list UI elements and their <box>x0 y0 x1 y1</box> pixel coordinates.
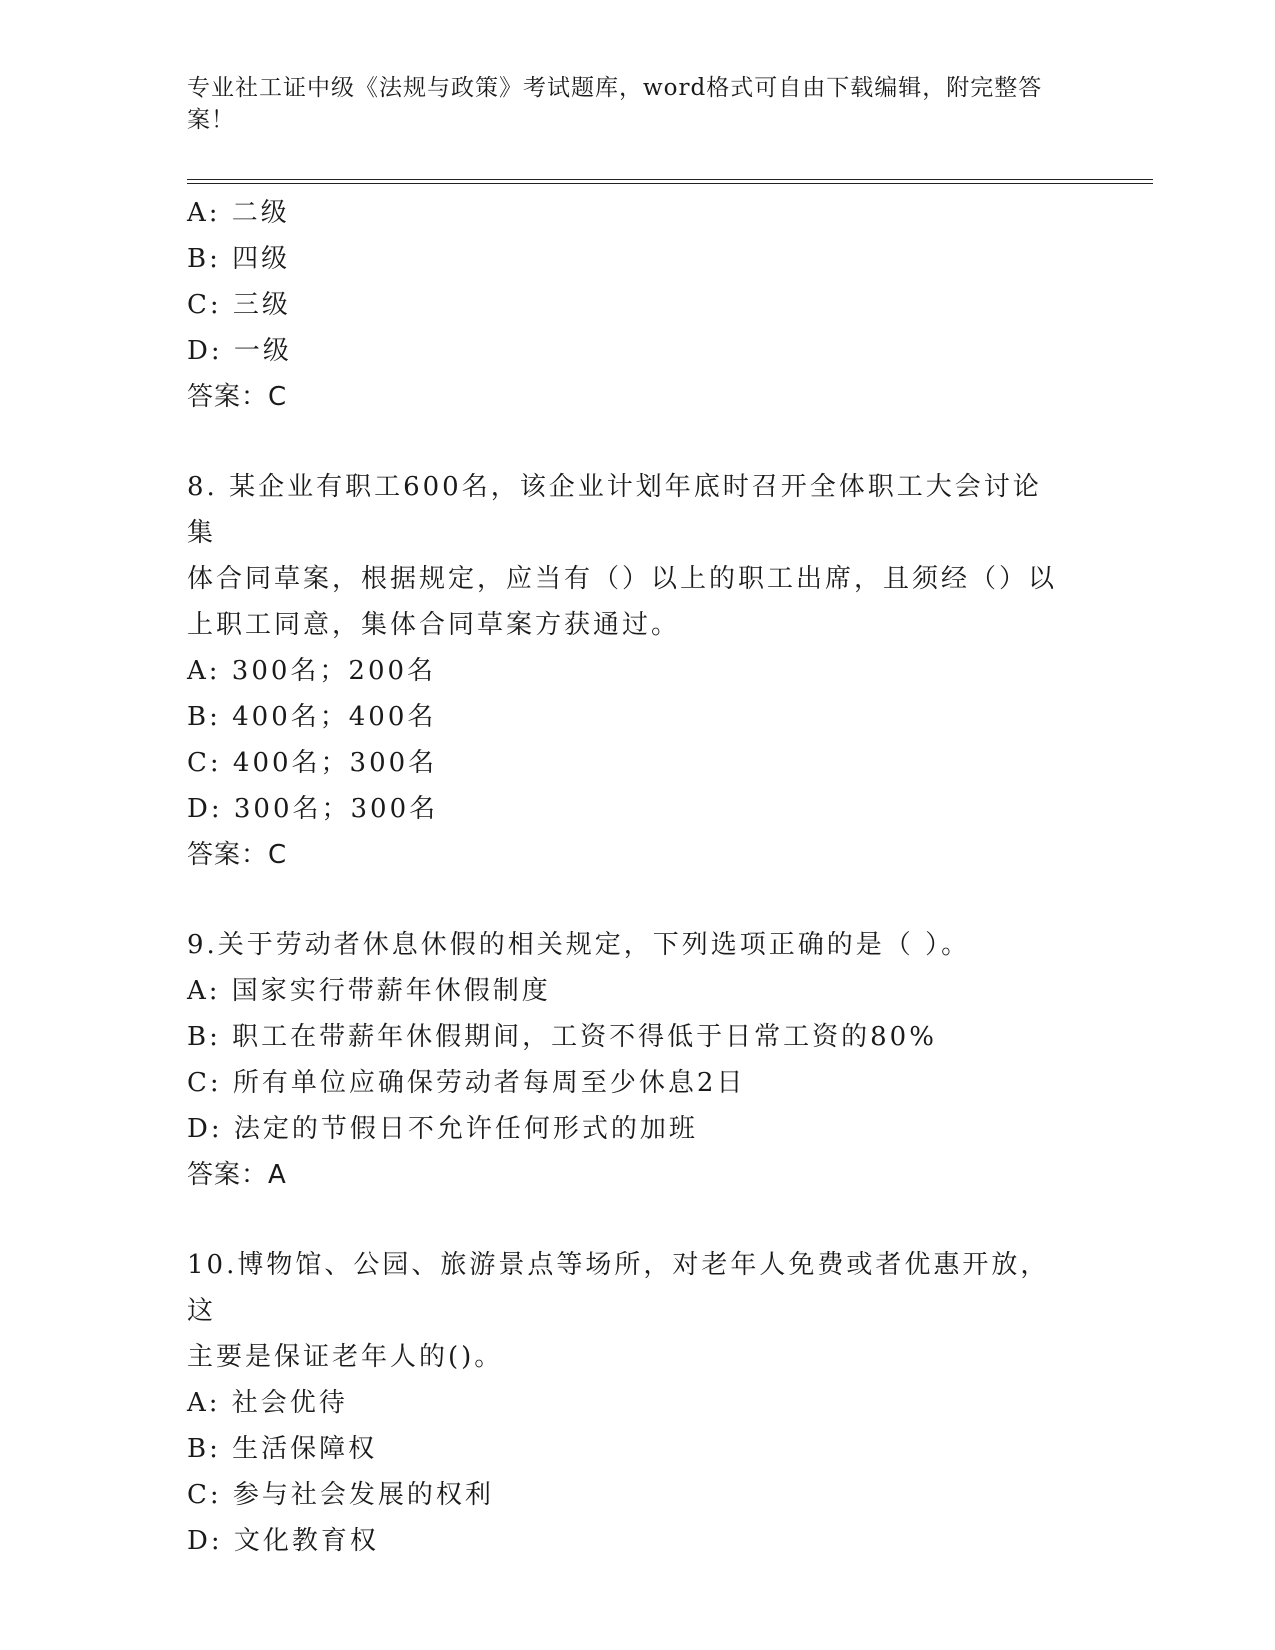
question-8 <box>187 464 1087 878</box>
question-text-line: 上职工同意，集体合同草案方获通过。 <box>187 610 681 640</box>
question-text-line: 9.关于劳动者休息休假的相关规定，下列选项正确的是（ ）。 <box>187 930 971 960</box>
option-b: B: 四级 <box>187 244 291 274</box>
question-9 <box>187 922 1087 1198</box>
question-text <box>187 1242 1067 1380</box>
header-line-2: 案！ <box>187 107 235 133</box>
option-d: D: 法定的节假日不允许任何形式的加班 <box>187 1114 698 1144</box>
option-c: C: 参与社会发展的权利 <box>187 1480 494 1510</box>
question-text-line: 主要是保证老年人的()。 <box>187 1342 504 1372</box>
option-a: A: 二级 <box>187 198 290 228</box>
answer-line: 答案：C <box>187 840 288 870</box>
option-d: D: 300名；300名 <box>187 794 439 824</box>
option-a: A: 国家实行带薪年休假制度 <box>187 976 551 1006</box>
option-c: C: 400名；300名 <box>187 748 438 778</box>
header-rule-top <box>187 179 1153 180</box>
option-d: D: 文化教育权 <box>187 1526 379 1556</box>
question-text-line: 体合同草案，根据规定，应当有（）以上的职工出席，且须经（）以 <box>187 564 1058 594</box>
option-b: B: 400名；400名 <box>187 702 437 732</box>
option-b: B: 生活保障权 <box>187 1434 378 1464</box>
answer-line: 答案：A <box>187 1160 287 1190</box>
question-text <box>187 922 1067 968</box>
question-text-line: 10.博物馆、公园、旅游景点等场所，对老年人免费或者优惠开放，这 <box>187 1250 1050 1326</box>
header-line-1: 专业社工证中级《法规与政策》考试题库，word格式可自由下载编辑，附完整答 <box>187 75 1043 101</box>
answer-line: 答案：C <box>187 382 288 412</box>
option-a: A: 300名；200名 <box>187 656 437 686</box>
header-rule-bottom <box>187 183 1153 184</box>
question-10 <box>187 1242 1087 1564</box>
question-7 <box>187 190 1087 420</box>
option-d: D: 一级 <box>187 336 292 366</box>
option-a: A: 社会优待 <box>187 1388 348 1418</box>
question-text <box>187 464 1067 648</box>
question-list <box>187 190 1087 1564</box>
option-c: C: 所有单位应确保劳动者每周至少休息2日 <box>187 1068 746 1098</box>
document-header <box>187 72 1067 136</box>
option-b: B: 职工在带薪年休假期间，工资不得低于日常工资的80% <box>187 1022 937 1052</box>
question-text-line: 8. 某企业有职工600名，该企业计划年底时召开全体职工大会讨论集 <box>187 472 1042 548</box>
option-c: C: 三级 <box>187 290 291 320</box>
